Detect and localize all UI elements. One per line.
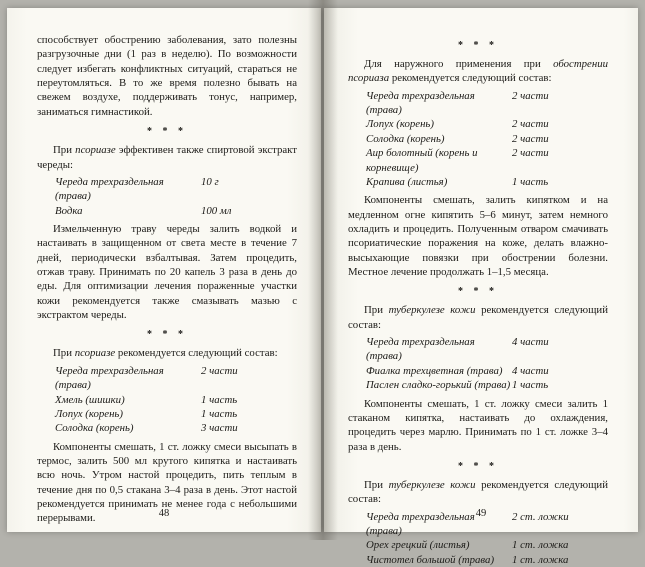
heading-emphasis: обострении псориаза <box>348 58 608 85</box>
page-number-right: 49 <box>475 508 487 519</box>
heading-emphasis: туберкулезе кожи <box>388 304 476 317</box>
heading-emphasis: псориазе <box>75 144 116 157</box>
page-right-content <box>324 8 638 566</box>
heading-text: При <box>53 144 76 157</box>
ingredient-amount: 10 г <box>201 175 219 188</box>
heading-text: рекомендуется следующий состав: <box>389 72 552 85</box>
ingredient-name: Солодка (корень) <box>366 132 445 145</box>
ingredient-amount: 2 части <box>512 132 549 145</box>
heading-emphasis: туберкулезе кожи <box>388 478 476 491</box>
recipe-heading <box>348 303 608 332</box>
ingredient-name: Аир болотный (корень и корневище) <box>366 147 478 174</box>
ingredient-name: Паслен сладко-горький (трава) <box>366 379 511 392</box>
ingredient-row <box>37 364 297 393</box>
page-left-content <box>7 8 321 532</box>
ingredient-row <box>348 335 608 364</box>
heading-text: При <box>53 347 75 360</box>
ingredient-name: Чистотел большой (трава) <box>366 553 495 566</box>
ingredient-amount: 1 часть <box>512 175 549 188</box>
section-separator: * * * <box>458 460 498 472</box>
ingredient-amount: 4 части <box>512 364 549 377</box>
ingredient-row <box>37 407 297 421</box>
ingredient-name: Череда трехраздельная (трава) <box>366 89 475 117</box>
paragraph-method: Компоненты смешать, 1 ст. ложку смеси залить 1 стаканом кипятка, настаивать до охлаждения, процедить через марлю. Принимать по 1 ст. ложке 3–4 раза в день. <box>348 397 608 453</box>
ingredient-name: Орех грецкий (листья) <box>366 539 470 552</box>
ingredient-amount: 1 ст. ложка <box>512 539 569 552</box>
ingredient-row <box>348 132 608 146</box>
ingredient-row <box>348 146 608 175</box>
ingredient-name: Крапива (листья) <box>366 175 448 188</box>
ingredient-name: Хмель (шишки) <box>55 393 125 406</box>
ingredient-row <box>37 393 297 407</box>
ingredient-amount: 1 ст. ложка <box>512 553 569 566</box>
ingredient-row <box>348 538 608 552</box>
heading-text: рекомендуется следующий состав: <box>348 478 608 506</box>
ingredient-name: Череда трехраздельная (трава) <box>55 364 164 392</box>
recipe-heading <box>37 143 297 172</box>
recipe-ingredients <box>348 89 608 190</box>
ingredient-amount: 1 часть <box>512 379 549 392</box>
ingredient-amount: 2 ст. ложки <box>512 510 569 523</box>
page-right <box>324 8 638 566</box>
ingredient-row <box>37 421 297 435</box>
recipe-ingredients <box>37 364 297 436</box>
ingredient-amount: 2 части <box>201 364 238 377</box>
page-number-left: 48 <box>158 508 170 519</box>
recipe-heading <box>348 478 608 507</box>
paragraph-method: Компоненты смешать, 1 ст. ложку смеси высыпать в термос, залить 500 мл крутого кипятка и настаивать всю ночь. Утром настой процедить, пить теплым в течение дня по 0,5 стакана 3–4 раза в день. Этот настой рекомендуется принимать не менее года с небольшими перерывами. <box>37 440 297 525</box>
ingredient-amount: 2 части <box>512 89 549 102</box>
recipe-ingredients <box>37 175 297 218</box>
ingredient-amount: 4 части <box>512 336 549 349</box>
ingredient-name: Череда трехраздельная (трава) <box>366 510 475 538</box>
ingredient-name: Череда трехраздельная (трава) <box>55 175 164 203</box>
section-separator: * * * <box>147 329 187 341</box>
ingredient-row <box>348 364 608 378</box>
section-separator: * * * <box>458 286 498 298</box>
paragraph-continuation: способствует обострению заболевания, зато полезны разгрузочные дни (1 раз в неделю). По возможности следует избегать конфликтных ситуаций, стараться не переутомляться. В то же время полезно бывать на свежем воздухе, поддерживать тонус, например, заниматься гимнастикой. <box>37 34 297 118</box>
heading-emphasis: псориазе <box>74 347 116 360</box>
ingredient-name: Лопух (корень) <box>55 407 123 420</box>
paragraph-method: Компоненты смешать, залить кипятком и на медленном огне кипятить 5–6 минут, затем немного охладить и процедить. Полученным отваром смачивать псориатические поражения на коже, делать влажно-высыхающие повязки при обострении болезни. Местное лечение продолжать 1–1,5 месяца. <box>348 194 608 279</box>
heading-text: При <box>364 478 389 491</box>
ingredient-amount: 100 мл <box>201 204 232 217</box>
ingredient-row <box>37 204 297 218</box>
ingredient-row <box>37 175 297 204</box>
ingredient-name: Лопух (корень) <box>366 118 434 131</box>
heading-text: При <box>364 304 389 317</box>
paragraph-method: Измельченную траву череды залить водкой и настаивать в защищенном от света месте в течение 7 дней, периодически взбалтывая. Затем процедить, отжав траву. Принимать по 20 капель 3 раза в день до еды. Для оптимизации лечения пораженные участки кожи рекомендуется также смазывать мазью с экстрактом череды. <box>37 222 297 322</box>
ingredient-row <box>348 553 608 567</box>
ingredient-amount: 2 части <box>512 118 549 131</box>
ingredient-name: Водка <box>55 204 83 217</box>
ingredient-amount: 1 часть <box>201 393 238 406</box>
ingredient-name: Солодка (корень) <box>55 422 134 435</box>
ingredient-amount: 1 часть <box>201 407 238 420</box>
ingredient-amount: 3 части <box>201 422 238 435</box>
ingredient-row <box>348 117 608 131</box>
ingredient-row <box>348 175 608 189</box>
recipe-heading <box>348 57 608 86</box>
heading-text: Для наружного применения при <box>364 58 554 70</box>
heading-text: рекомендуется следующий состав: <box>348 304 608 331</box>
ingredient-row <box>348 378 608 392</box>
ingredient-amount: 2 части <box>512 147 549 160</box>
section-separator: * * * <box>147 126 187 138</box>
ingredient-name: Череда трехраздельная (трава) <box>366 336 475 363</box>
recipe-ingredients <box>348 335 608 392</box>
recipe-heading <box>37 346 297 360</box>
ingredient-name: Фиалка трехцветная (трава) <box>366 364 503 377</box>
ingredient-row <box>348 89 608 118</box>
heading-text: эффективен также спиртовой экстракт череды: <box>37 144 297 171</box>
page-left <box>7 8 321 532</box>
section-separator: * * * <box>458 40 498 51</box>
heading-text: рекомендуется следующий состав: <box>115 347 278 360</box>
